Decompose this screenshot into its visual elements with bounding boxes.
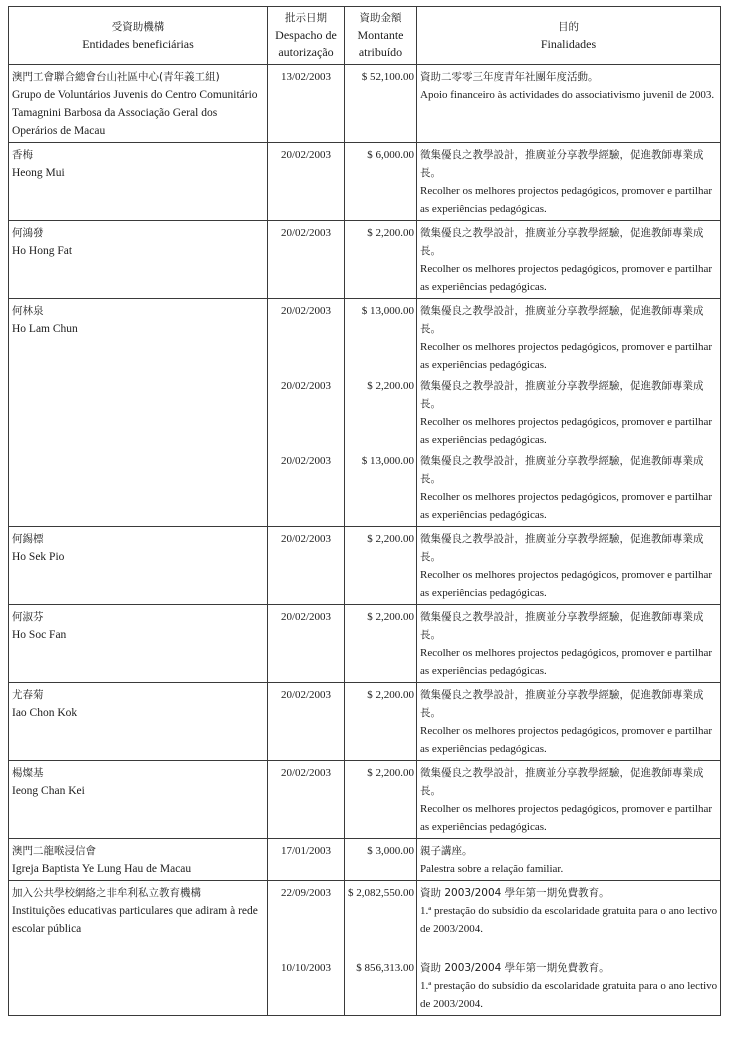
header-amount-zh: 資助金額 <box>359 12 402 24</box>
purpose-cell <box>417 527 721 605</box>
table-row <box>9 299 721 527</box>
purpose-text-zh: 親子講座。 <box>420 845 473 857</box>
header-date-pt-1: Despacho de <box>275 28 337 42</box>
purpose-text-pt: 1.ª prestação do subsídio da escolaridade gratuita para o ano lectivo de 2003/2004. <box>420 905 718 935</box>
entity-cell <box>9 143 268 221</box>
date-cell <box>268 839 345 881</box>
grant-purpose <box>420 146 718 218</box>
entity-name-pt: Ho Sek Pio <box>12 551 65 563</box>
table-row <box>9 221 721 299</box>
purpose-text-zh: 資助 2003/2004 學年第一期免費教育。 <box>420 887 610 899</box>
grant-date: 22/09/2003 <box>280 887 332 899</box>
entity-cell <box>9 299 268 527</box>
table-row <box>9 65 721 143</box>
purpose-text-pt: Recolher os melhores projectos pedagógicos, promover e partilhar as experiências pedagógicas. <box>420 569 713 599</box>
amount-cell <box>345 527 417 605</box>
header-entity-pt: Entidades beneficiárias <box>82 36 194 51</box>
entity-name-pt: Ho Soc Fan <box>12 629 67 641</box>
grant-amount: $ 3,000.00 <box>367 845 414 857</box>
purpose-cell <box>417 65 721 143</box>
entity-name-pt: Heong Mui <box>12 167 65 179</box>
entity-name-pt: Grupo de Voluntários Juvenis do Centro Comunitário Tamagnini Barbosa da Associação Geral dos Operários de Macau <box>12 89 258 137</box>
amount-cell <box>345 221 417 299</box>
purpose-text-pt: Palestra sobre a relação familiar. <box>420 863 564 875</box>
purpose-cell <box>417 221 721 299</box>
grant-amount: $ 2,200.00 <box>367 689 414 701</box>
entity-name-pt: Ieong Chan Kei <box>12 785 85 797</box>
date-cell <box>268 605 345 683</box>
table-row <box>9 605 721 683</box>
grant-date: 17/01/2003 <box>280 845 332 857</box>
grant-date: 20/02/2003 <box>280 380 332 392</box>
purpose-text-pt: Recolher os melhores projectos pedagógicos, promover e partilhar as experiências pedagógicas. <box>420 725 713 755</box>
amount-cell <box>345 143 417 221</box>
entity-name-zh: 何錫標 <box>12 533 44 545</box>
purpose-text-zh: 徵集優良之教學設計，推廣並分享教學經驗，促進教師專業成長。 <box>420 227 704 257</box>
date-cell <box>268 527 345 605</box>
entity-cell <box>9 761 268 839</box>
grant-amount: $ 2,200.00 <box>367 611 414 623</box>
grant-purpose <box>420 686 718 758</box>
purpose-text-pt: Recolher os melhores projectos pedagógicos, promover e partilhar as experiências pedagógicas. <box>420 491 713 521</box>
purpose-cell <box>417 143 721 221</box>
grants-table <box>8 6 721 1016</box>
header-purpose-pt: Finalidades <box>540 36 597 51</box>
header-purpose <box>417 7 721 65</box>
table-row <box>9 839 721 881</box>
grant-purpose <box>420 377 718 452</box>
purpose-text-zh: 徵集優良之教學設計，推廣並分享教學經驗，促進教師專業成長。 <box>420 455 704 485</box>
date-cell <box>268 299 345 527</box>
table-body <box>9 65 721 1016</box>
purpose-cell <box>417 299 721 527</box>
table-row <box>9 527 721 605</box>
grant-date: 20/02/2003 <box>280 611 332 623</box>
grant-date: 20/02/2003 <box>280 305 332 317</box>
header-date <box>268 7 345 65</box>
purpose-text-pt: Recolher os melhores projectos pedagógicos, promover e partilhar as experiências pedagógicas. <box>420 647 713 677</box>
entity-cell <box>9 527 268 605</box>
amount-cell <box>345 65 417 143</box>
purpose-text-zh: 徵集優良之教學設計，推廣並分享教學經驗，促進教師專業成長。 <box>420 767 704 797</box>
grant-date: 10/10/2003 <box>280 962 332 974</box>
header-amount <box>345 7 417 65</box>
header-amount-pt-2: atribuído <box>358 45 403 59</box>
grant-purpose <box>420 884 718 959</box>
entity-name-zh: 楊燦基 <box>12 767 44 779</box>
table-row <box>9 761 721 839</box>
entity-name-zh: 加入公共學校網絡之非牟利私立教育機構 <box>12 887 201 899</box>
grant-amount: $ 856,313.00 <box>356 962 414 974</box>
purpose-text-pt: Apoio financeiro às actividades do associativismo juvenil de 2003. <box>420 89 715 101</box>
grant-amount: $ 2,200.00 <box>367 227 414 239</box>
amount-cell <box>345 839 417 881</box>
entity-cell <box>9 605 268 683</box>
purpose-text-zh: 徵集優良之教學設計，推廣並分享教學經驗，促進教師專業成長。 <box>420 305 704 335</box>
grant-amount: $ 13,000.00 <box>361 305 414 317</box>
grant-purpose <box>420 68 718 104</box>
purpose-text-pt: Recolher os melhores projectos pedagógicos, promover e partilhar as experiências pedagógicas. <box>420 416 713 446</box>
date-cell <box>268 881 345 1016</box>
purpose-text-zh: 徵集優良之教學設計，推廣並分享教學經驗，促進教師專業成長。 <box>420 149 704 179</box>
grant-date: 20/02/2003 <box>280 455 332 467</box>
purpose-text-pt: Recolher os melhores projectos pedagógicos, promover e partilhar as experiências pedagógicas. <box>420 341 713 371</box>
grant-purpose <box>420 224 718 296</box>
purpose-cell <box>417 839 721 881</box>
grant-date: 20/02/2003 <box>280 533 332 545</box>
grant-purpose <box>420 764 718 836</box>
amount-cell <box>345 881 417 1016</box>
entity-name-pt: Ho Hong Fat <box>12 245 73 257</box>
purpose-text-zh: 徵集優良之教學設計，推廣並分享教學經驗，促進教師專業成長。 <box>420 380 704 410</box>
header-date-zh: 批示日期 <box>285 12 327 24</box>
entity-name-pt: Ho Lam Chun <box>12 323 78 335</box>
table-row <box>9 683 721 761</box>
grant-purpose <box>420 302 718 377</box>
amount-cell <box>345 299 417 527</box>
header-amount-pt-1: Montante <box>357 28 404 42</box>
grant-amount: $ 13,000.00 <box>361 455 414 467</box>
amount-cell <box>345 605 417 683</box>
grant-amount: $ 6,000.00 <box>367 149 414 161</box>
grant-date: 20/02/2003 <box>280 227 332 239</box>
grant-amount: $ 2,200.00 <box>367 380 414 392</box>
entity-name-pt: Igreja Baptista Ye Lung Hau de Macau <box>12 863 192 875</box>
amount-cell <box>345 761 417 839</box>
grant-date: 20/02/2003 <box>280 149 332 161</box>
entity-name-zh: 澳門二龍喉浸信會 <box>12 845 96 857</box>
grant-purpose <box>420 530 718 602</box>
header-entity-zh: 受資助機構 <box>111 20 165 33</box>
entity-name-zh: 尤春菊 <box>12 689 44 701</box>
date-cell <box>268 761 345 839</box>
entity-name-pt: Instituições educativas particulares que adiram à rede escolar pública <box>12 905 258 935</box>
table-header-row <box>9 7 721 65</box>
header-entity <box>9 7 268 65</box>
grant-amount: $ 2,082,550.00 <box>348 887 414 899</box>
grant-purpose <box>420 842 718 878</box>
header-date-pt-2: autorização <box>278 45 334 59</box>
date-cell <box>268 65 345 143</box>
grant-amount: $ 52,100.00 <box>361 71 414 83</box>
purpose-text-zh: 資助 2003/2004 學年第一期免費教育。 <box>420 962 610 974</box>
grant-purpose <box>420 608 718 680</box>
grant-amount: $ 2,200.00 <box>367 767 414 779</box>
grant-purpose <box>420 959 718 1013</box>
grant-date: 20/02/2003 <box>280 767 332 779</box>
entity-name-zh: 澳門工會聯合總會台山社區中心(青年義工組) <box>12 71 220 83</box>
purpose-text-zh: 資助二零零三年度青年社團年度活動。 <box>420 71 599 83</box>
purpose-cell <box>417 605 721 683</box>
amount-cell <box>345 683 417 761</box>
entity-name-zh: 何鴻發 <box>12 227 44 239</box>
entity-name-zh: 香梅 <box>12 149 33 161</box>
purpose-text-pt: Recolher os melhores projectos pedagógicos, promover e partilhar as experiências pedagógicas. <box>420 803 713 833</box>
purpose-text-zh: 徵集優良之教學設計，推廣並分享教學經驗，促進教師專業成長。 <box>420 689 704 719</box>
grant-amount: $ 2,200.00 <box>367 533 414 545</box>
grant-date: 20/02/2003 <box>280 689 332 701</box>
entity-name-zh: 何林泉 <box>12 305 44 317</box>
purpose-text-pt: 1.ª prestação do subsídio da escolaridade gratuita para o ano lectivo de 2003/2004. <box>420 980 718 1010</box>
purpose-text-zh: 徵集優良之教學設計，推廣並分享教學經驗，促進教師專業成長。 <box>420 611 704 641</box>
entity-cell <box>9 65 268 143</box>
entity-cell <box>9 881 268 1016</box>
purpose-text-pt: Recolher os melhores projectos pedagógicos, promover e partilhar as experiências pedagógicas. <box>420 263 713 293</box>
date-cell <box>268 221 345 299</box>
purpose-cell <box>417 761 721 839</box>
purpose-cell <box>417 881 721 1016</box>
purpose-cell <box>417 683 721 761</box>
entity-cell <box>9 683 268 761</box>
entity-name-zh: 何淑芬 <box>12 611 44 623</box>
table-row <box>9 143 721 221</box>
table-row <box>9 881 721 1016</box>
date-cell <box>268 143 345 221</box>
entity-cell <box>9 839 268 881</box>
purpose-text-pt: Recolher os melhores projectos pedagógicos, promover e partilhar as experiências pedagógicas. <box>420 185 713 215</box>
grant-purpose <box>420 452 718 524</box>
purpose-text-zh: 徵集優良之教學設計，推廣並分享教學經驗，促進教師專業成長。 <box>420 533 704 563</box>
header-purpose-zh: 目的 <box>558 20 579 33</box>
date-cell <box>268 683 345 761</box>
grant-date: 13/02/2003 <box>280 71 332 83</box>
entity-cell <box>9 221 268 299</box>
entity-name-pt: Iao Chon Kok <box>12 707 78 719</box>
